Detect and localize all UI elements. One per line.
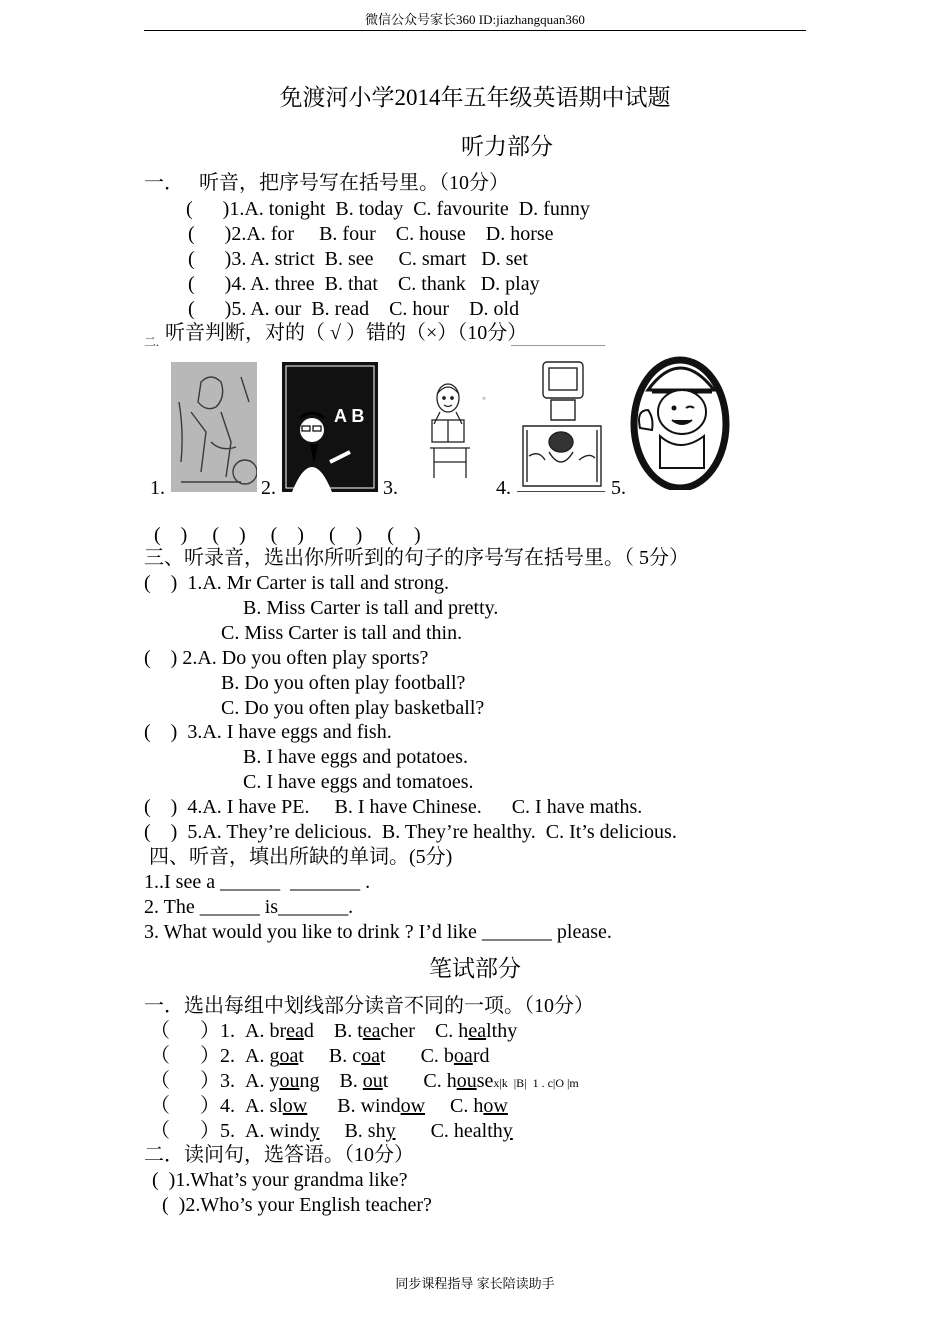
part3-line-3: C. Miss Carter is tall and thin. (221, 622, 463, 644)
w1-item-3-text (150, 1070, 493, 1092)
text-segment: se (476, 1070, 494, 1092)
part3-line-6: C. Do you often play basketball? (221, 697, 485, 719)
pic-label-2: 2. (261, 477, 276, 499)
page-footer: 同步课程指导 家长陪读助手 (395, 1276, 555, 1291)
part1-item-3: ( )3. A. strict B. see C. smart D. set (188, 248, 528, 270)
part1-item-1: ( )1.A. tonight B. today C. favourite D. funny (186, 198, 590, 220)
header-rule (144, 30, 806, 31)
text-segment: （ ）1. A. br (150, 1020, 287, 1042)
heading-rule (511, 345, 605, 346)
part1-item-4: ( )4. A. three B. that C. thank D. play (188, 273, 540, 295)
part2-heading: 听音判断，对的（ √ ）错的（×）（10分） (165, 322, 528, 344)
w1-item-1 (150, 1019, 517, 1043)
underlined-letters: ea (362, 1020, 381, 1042)
underline (517, 491, 605, 492)
picture-1-scene (171, 362, 257, 492)
text-segment: C. h (425, 1095, 484, 1117)
text-segment: B. wind (307, 1095, 401, 1117)
text-segment: t C. h (382, 1070, 457, 1092)
part3-heading: 三、听录音，选出你所听到的句子的序号写在括号里。（ 5分） (144, 547, 689, 569)
part4-line-1: 1..I see a ______ _______ . (144, 871, 371, 893)
underlined-letters: oa (279, 1045, 299, 1067)
text-segment: t B. c (298, 1045, 362, 1067)
part3-line-2: B. Miss Carter is tall and pretty. (243, 597, 499, 619)
underlined-letters: ea (286, 1020, 304, 1042)
text-segment: ng B. (299, 1070, 363, 1092)
pic-label-1: 1. (150, 477, 165, 499)
text-segment: （ ）5. A. wind (150, 1120, 310, 1142)
part4-heading: 四、听音，填出所缺的单词。(5分) (144, 846, 453, 868)
w1-item-3 (150, 1069, 579, 1095)
part3-line-1: ( ) 1.A. Mr Carter is tall and strong. (144, 572, 449, 594)
pic-label-3: 3. (383, 477, 398, 499)
underlined-letters: y (502, 1120, 513, 1142)
part3-line-5: B. Do you often play football? (221, 672, 466, 694)
part4-line-3: 3. What would you like to drink ? I’d like _______ please. (144, 921, 612, 943)
part1-item-5: ( )5. A. our B. read C. hour D. old (188, 298, 520, 320)
underlined-letters: y (309, 1120, 320, 1142)
pic-label-5: 5. (611, 477, 626, 499)
text-segment: （ ）3. A. y (150, 1070, 280, 1092)
text-segment: d B. t (303, 1020, 363, 1042)
text-segment: t C. b (380, 1045, 454, 1067)
part3-line-9: C. I have eggs and tomatoes. (243, 771, 474, 793)
w2-line-2: ( )2.Who’s your English teacher? (147, 1194, 432, 1216)
part1-heading: 一． 听音，把序号写在括号里。（10分） (144, 172, 509, 194)
underlined-letters: oa (361, 1045, 381, 1067)
part2-answer-row: ( ) ( ) ( ) ( ) ( ) (144, 524, 421, 546)
part3-line-7: ( ) 3.A. I have eggs and fish. (144, 721, 392, 743)
part1-item-2: ( )2.A. for B. four C. house D. horse (188, 223, 554, 245)
w2-line-1: ( )1.What’s your grandma like? (147, 1169, 408, 1191)
underlined-letters: ou (456, 1070, 477, 1092)
text-segment: （ ）4. A. sl (150, 1095, 283, 1117)
stray-mark: ◦ (482, 391, 487, 405)
blackboard-text: A B (334, 406, 365, 426)
underlined-letters: ou (279, 1070, 300, 1092)
exam-title: 免渡河小学2014年五年级英语期中试题 (279, 85, 671, 110)
underlined-letters: ea (468, 1020, 487, 1042)
text-segment: C. health (395, 1120, 503, 1142)
part3-line-10: ( ) 4.A. I have PE. B. I have Chinese. C. I have maths. (144, 796, 643, 818)
underlined-letters: ou (362, 1070, 383, 1092)
part3-line-11: ( ) 5.A. They’re delicious. B. They’re healthy. C. It’s delicious. (144, 821, 677, 843)
picture-3-girl-reading (420, 380, 480, 488)
underlined-letters: ow (282, 1095, 308, 1117)
picture-2-teacher-blackboard (282, 362, 378, 492)
underlined-letters: ow (483, 1095, 508, 1117)
underlined-letters: ow (400, 1095, 426, 1117)
underlined-letters: oa (453, 1045, 473, 1067)
w1-item-5 (150, 1119, 513, 1143)
pic-label-4: 4. (496, 477, 511, 499)
picture-4-computer-desk (521, 356, 603, 492)
listening-title: 听力部分 (461, 134, 553, 159)
part2-number: 二. (144, 335, 160, 349)
page-header: 微信公众号家长360 ID:jiazhangquan360 (365, 12, 585, 27)
underlined-letters: y (385, 1120, 396, 1142)
picture-5-cartoon-boy (630, 350, 732, 490)
w2-heading: 二．读问句，选答语。（10分） (144, 1144, 414, 1166)
text-segment: （ ）2. A. g (150, 1045, 280, 1067)
part3-line-4: ( ) 2.A. Do you often play sports? (144, 647, 429, 669)
stray-text: x|k |B| 1 . c|O |m (493, 1076, 579, 1090)
w1-item-4 (150, 1094, 508, 1118)
text-segment: lthy (486, 1020, 518, 1042)
written-title: 笔试部分 (429, 956, 521, 981)
w1-heading: 一．选出每组中划线部分读音不同的一项。（10分） (144, 995, 594, 1017)
text-segment: rd (472, 1045, 490, 1067)
text-segment: cher C. h (380, 1020, 469, 1042)
part4-line-2: 2. The ______ is_______. (144, 896, 354, 918)
text-segment: B. sh (319, 1120, 386, 1142)
part3-line-8: B. I have eggs and potatoes. (243, 746, 468, 768)
w1-item-2 (150, 1044, 489, 1068)
